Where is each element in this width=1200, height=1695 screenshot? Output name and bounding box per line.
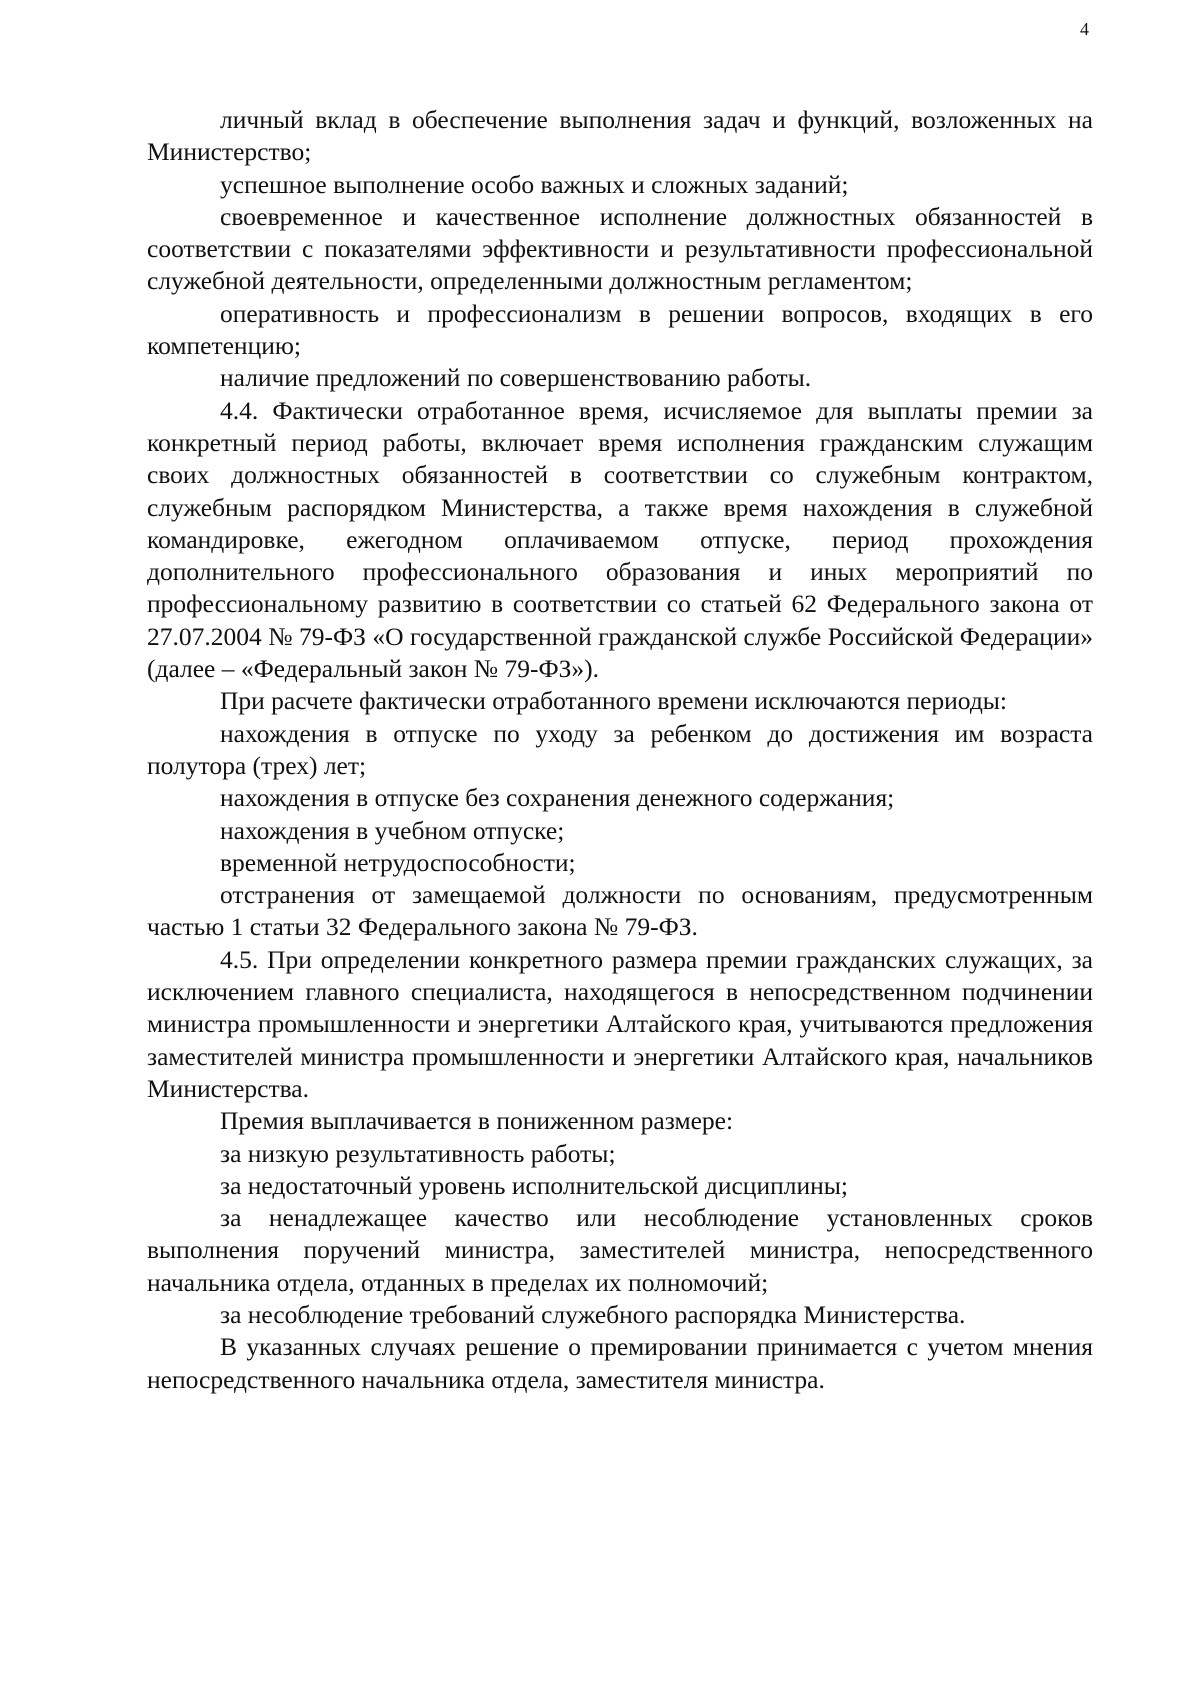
paragraph-reduced-bonus: Премия выплачивается в пониженном размере: [220,1106,734,1136]
paragraph-duties-performance: своевременное и качественное исполнение должностных обязанностей в соответствии с показателями эффективности и результативности профессиональной служебной деятельности, определенными должностным регламентом; [147,201,1093,296]
paragraph-disability: временной нетрудоспособности; [220,847,576,877]
paragraph-excluded-periods: При расчете фактически отработанного времени исключаются периоды: [220,686,1008,716]
paragraph-low-results: за низкую результативность работы; [220,1138,616,1168]
paragraph-4-5-bonus-size: 4.5. При определении конкретного размера премии гражданских служащих, за исключением главного специалиста, находящегося в непосредственном подчинении министра промышленности и энергетики Алтайского края, учитываются предложения заместителей министра промышленности и энергетики Алтайского края, начальников Министерства. [147,944,1093,1103]
document-body [147,104,1093,1396]
paragraph-study-leave: нахождения в учебном отпуске; [220,815,565,845]
page-number: 4 [1080,19,1089,39]
paragraph-4-4-worked-time: 4.4. Фактически отработанное время, исчисляемое для выплаты премии за конкретный период работы, включает время исполнения гражданским служащим своих должностных обязанностей в соответствии со служебным контрактом, служебным распорядком Министерства, а также время нахождения в служебной командировке, ежегодном оплачиваемом отпуске, период прохождения дополнительного профессионального образования и иных мероприятий по профессиональному развитию в соответствии со статьей 62 Федерального закона от 27.07.2004 № 79-ФЗ «О государственной гражданской службе Российской Федерации» (далее – «Федеральный закон № 79-ФЗ»). [147,395,1093,684]
paragraph-discipline: за недостаточный уровень исполнительской дисциплины; [220,1170,848,1200]
paragraph-decision: В указанных случаях решение о премировании принимается с учетом мнения непосредственного начальника отдела, заместителя министра. [147,1332,1093,1394]
paragraph-efficiency: оперативность и профессионализм в решении вопросов, входящих в его компетенцию; [147,298,1093,361]
paragraph-proposals: наличие предложений по совершенствованию работы. [220,363,812,393]
paragraph-childcare-leave: нахождения в отпуске по уходу за ребенком до достижения им возраста полутора (трех) лет; [147,718,1093,780]
paragraph-suspension: отстранения от замещаемой должности по основаниям, предусмотренным частью 1 статьи 32 Федерального закона № 79-ФЗ. [147,880,1093,942]
paragraph-important-tasks: успешное выполнение особо важных и сложных заданий; [220,169,849,199]
paragraph-poor-quality: за ненадлежащее качество или несоблюдение установленных сроков выполнения поручений министра, заместителей министра, непосредственного начальника отдела, отданных в пределах их полномочий; [147,1203,1093,1297]
paragraph-personal-contribution: личный вклад в обеспечение выполнения задач и функций, возложенных на Министерство; [147,105,1093,167]
paragraph-routine-violation: за несоблюдение требований служебного распорядка Министерства. [220,1299,966,1329]
paragraph-unpaid-leave: нахождения в отпуске без сохранения денежного содержания; [220,783,895,813]
